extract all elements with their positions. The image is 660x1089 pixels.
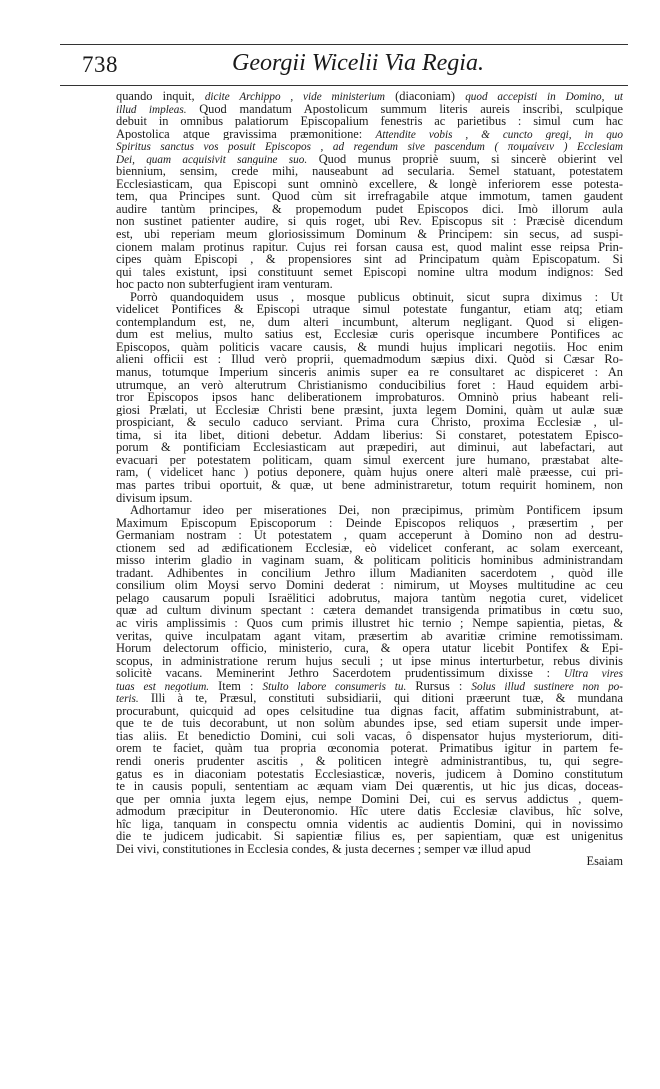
text-segment: Quod mandatum Apostolicum summum literis aureis inscribi, sculpique xyxy=(186,102,623,116)
text-segment: te in causis populi, sententiam ac æquam viam Dei quærentis, ut hic jus dicas, doceas- xyxy=(116,780,623,793)
text-line xyxy=(116,228,623,241)
text-segment: Apostolica atque gravissima præmonitione: xyxy=(116,127,376,141)
text-segment: Adhortamur ideo per miserationes Dei, non præcipimus, primùm Pontificem ipsum xyxy=(130,504,623,517)
text-line xyxy=(116,504,623,517)
text-line xyxy=(116,379,623,392)
text-segment: hoc pacto non subterfugient iram venturam. xyxy=(116,278,333,291)
text-line xyxy=(116,278,623,291)
text-line xyxy=(116,680,623,693)
text-segment: mas partes tribui oportuit, & quæ, ut bene administraretur, totum requirit hominem, non xyxy=(116,478,623,492)
text-line xyxy=(116,692,623,705)
text-segment: non sustinet patienter audire, si quis roget, ubi Rev. Episcopus sit : Præcisè dicendum xyxy=(116,215,623,229)
italic-quotation: Spiritus sanctus vos posuit Episcopos , ad regendum sive pascendum ( ποιμαίνειν ) Ecclesiam xyxy=(116,141,623,153)
text-segment: divisum ipsum. xyxy=(116,491,193,505)
text-line xyxy=(116,266,623,279)
text-line xyxy=(116,730,623,743)
text-line xyxy=(116,617,623,630)
text-segment: videlicet Pontifices & Episcopi utraque simul potestate fungantur, etiam atq; etiam xyxy=(116,303,623,316)
text-line xyxy=(116,592,623,605)
text-segment: Germaniam nostram : Ut potestatem , quam acceperunt à Domino non ad destru- xyxy=(116,529,623,542)
text-segment: ac viris amplissimis : Quos cum primis illustret hic ternio ; Nempe sapientia, pietas, & xyxy=(116,616,623,630)
text-line xyxy=(116,253,623,266)
text-segment: dum est melius, multo satius est, Ecclesiæ curis operisque incumbere Pontifices ac xyxy=(116,328,623,341)
text-line xyxy=(116,780,623,793)
text-line xyxy=(116,303,623,316)
italic-quotation: illud impleas. xyxy=(116,103,187,116)
italic-quotation: Attendite vobis , & cuncto gregi, in quo xyxy=(375,128,623,141)
text-segment: misso interim gladio in vaginam suam, & politicam politicis hominibus administrandam xyxy=(116,554,623,567)
text-line xyxy=(116,291,623,304)
text-line xyxy=(116,103,623,116)
text-line xyxy=(116,567,623,580)
text-line xyxy=(116,466,623,479)
text-line xyxy=(116,529,623,542)
text-segment: que te de tuis decorabunt, ut non solùm abundes ipse, sed etiam supersit unde imper- xyxy=(116,717,623,730)
text-line xyxy=(116,830,623,843)
text-line xyxy=(116,128,623,141)
text-segment: contemplandum est, ne, dum alteri incumbunt, alterum negligant. Quod si eligen- xyxy=(116,315,623,329)
text-segment: scopus, in administratione rerum hujus seculi ; ut ipse minus interturbetur, rebus divinis xyxy=(116,654,623,668)
text-segment: tradant. Adhibentes in concilium Jethro illum Madianiten sacerdotem , quòd ille xyxy=(116,566,623,580)
text-segment: tima, si ita libet, ditioni debetur. Addam liberius: Si constaret, potestatem Episco- xyxy=(116,428,623,442)
text-segment: qui tales existunt, ipsi constituunt semet Episcopi nomine ultra modum indignos: Sed xyxy=(116,265,623,279)
text-line xyxy=(116,655,623,668)
text-line xyxy=(116,855,623,868)
text-segment: evacuari per potestatem politicam, quam simul exercent jure humano, præstabat alte- xyxy=(116,453,623,467)
text-segment: est, ubi reperiam meum gloriosissimum Dominum & Principem: sin secus, ad suspi- xyxy=(116,228,623,241)
text-segment: cionem malam protinus rapitur. Cujus rei forsan causa est, quod malint esse reipsa Prin- xyxy=(116,240,623,254)
text-segment: (diaconiam) xyxy=(385,90,466,103)
text-line xyxy=(116,341,623,354)
italic-quotation: teris. xyxy=(116,693,139,705)
text-line xyxy=(116,755,623,768)
text-line xyxy=(116,579,623,592)
text-line xyxy=(116,203,623,216)
text-segment: Porrò quandoquidem usus , mosque publicus obtinuit, sicut supra diximus : Ut xyxy=(130,290,623,304)
text-line xyxy=(116,178,623,191)
text-segment: admodum præcipitur in Deuteronomio. Hîc utere datis Ecclesiæ clavibus, hîc solve, xyxy=(116,805,623,818)
italic-quotation: tuas est negotium. xyxy=(116,680,210,693)
text-line xyxy=(116,818,623,831)
text-segment: alieni officii est : Illud verò proprii, quemadmodum sæpius dixi. Quòd si Cæsar Ro- xyxy=(116,353,623,367)
page-number: 738 xyxy=(82,52,118,77)
text-line xyxy=(116,140,623,153)
header-rule-bottom xyxy=(60,85,628,86)
text-segment: ctionem sed ad ædificationem Ecclesiæ, eò videlicet conferant, ac solam exerceant, xyxy=(116,541,623,555)
text-segment: hîc liga, tanquam in conspectu omnia videntis ac audientis Domini, qui in novissimo xyxy=(116,817,623,831)
text-segment: solicitè vacans. Meminerint Jethro Sacerdotem prudentissimum dixisse : xyxy=(116,667,564,680)
text-line xyxy=(116,479,623,492)
text-line xyxy=(116,630,623,643)
text-segment: Item : xyxy=(209,679,263,693)
text-segment: Episcopos, quàm politicis vacare causis, & mundi hujus implicari negotiis. Hoc enim xyxy=(116,340,623,354)
text-segment: biennium, sensim, crede mihi, nauseabunt ad secularia. Semel statuant, potestatem xyxy=(116,165,623,178)
text-line xyxy=(116,241,623,254)
text-line xyxy=(116,441,623,454)
text-line xyxy=(116,404,623,417)
text-line xyxy=(116,328,623,341)
text-line xyxy=(116,215,623,228)
text-segment: giosi Prælati, ut Ecclesiæ Christi bene præsint, juxta legem Domini, quàm ut aulæ suæ xyxy=(116,403,623,417)
text-segment: quæ ad cultum divinum spectant : cætera demandet transigenda primatibus in cœtu suo, xyxy=(116,604,623,617)
text-segment: Dei vivi, constitutiones in Ecclesia condes, & justa decernes ; semper væ illud apud xyxy=(116,842,531,856)
text-segment: utrumque, an verò alterutrum Christianismo conducibilius foret : Haud equidem arbi- xyxy=(116,378,623,392)
body-text xyxy=(116,90,623,868)
text-segment: Illi à te, Præsul, constituti subsidiarii, qui ditioni præerunt tuæ, & mundana xyxy=(138,692,623,705)
text-line xyxy=(116,843,623,856)
text-line xyxy=(116,542,623,555)
text-segment: die te judicem judicabit. Si sapientiæ filius es, per sapientiam, quæ est unigenitus xyxy=(116,830,623,843)
running-title: Georgii Wicelii Via Regia. xyxy=(232,50,484,76)
italic-quotation: quod accepisti in Domino, ut xyxy=(465,91,623,103)
text-segment: Esaiam xyxy=(586,855,623,868)
text-line xyxy=(116,454,623,467)
text-segment: consilium olim Moysi servo Domini dederat : nimirum, ut Moyses multitudine ac ceu xyxy=(116,579,623,592)
header-rule-top xyxy=(60,44,628,45)
text-segment: rendi oneris prudenter ascitis , & politicen integrè administrantibus, tu, qui segre- xyxy=(116,754,623,768)
text-line xyxy=(116,742,623,755)
text-line xyxy=(116,429,623,442)
italic-quotation: Ultra vires xyxy=(563,668,623,680)
text-line xyxy=(116,366,623,379)
text-segment: ram, ( videlicet hanc ) potius deponere, quàm hujus onere alteri malè præesse, cui pri- xyxy=(116,466,623,479)
text-line xyxy=(116,705,623,718)
italic-quotation: dicite Archippo , vide ministerium xyxy=(204,91,385,103)
text-segment: Quod munus propriè suum, si sincerè obierint vel xyxy=(307,152,623,166)
text-segment: que per omnia juxta legem ejus, nempe Domini Dei, cui es servus addictus , quem- xyxy=(116,792,623,806)
italic-quotation: Solus illud sustinere non po- xyxy=(471,680,623,693)
text-segment: orem te faciet, quàm tua propria œconomia poterat. Primatibus igitur in partem fe- xyxy=(116,742,623,755)
text-segment: procurabunt, quicquid ad opes celsitudine tua dignas facit, affatim subministrabunt, at- xyxy=(116,704,623,718)
text-segment: prospiciant, & seculo caduco serviant. Prima cura Christo, proxima Ecclesiæ , ul- xyxy=(116,416,623,429)
text-line xyxy=(116,604,623,617)
text-line xyxy=(116,793,623,806)
text-segment: veritas, quive inculpatam agant vitam, præsertim ab avaritiæ crimine remotissimam. xyxy=(116,629,623,643)
text-segment: pelago causarum populi Israëlitici adobrutus, majora tantùm negotia curet, videlicet xyxy=(116,591,623,605)
text-line xyxy=(116,391,623,404)
italic-quotation: Dei, quam acquisivit sanguine suo. xyxy=(116,153,308,166)
text-segment: tias aliis. Et benedictio Domini, cui soli vacas, ô dispensator hujus mysteriorum, diti- xyxy=(116,729,623,743)
text-segment: Ecclesiasticam, qua Episcopi sunt omninò excellere, & longè inferiorem esse potesta- xyxy=(116,177,623,191)
text-line xyxy=(116,353,623,366)
text-segment: quando inquit, xyxy=(116,90,205,103)
text-segment: tror Episcopos ipsos hanc deliberationem improbaturos. Omninò prius habeant reli- xyxy=(116,391,623,404)
text-segment: Rursus : xyxy=(406,679,472,693)
text-line xyxy=(116,492,623,505)
text-segment: Horum delectorum officio, ministerio, cura, & opera utatur licebit Pontifex & Epi- xyxy=(116,642,623,655)
text-segment: manus, totumque Imperium sinceris animis super ea re consultaret ac dispiceret : An xyxy=(116,366,623,379)
text-line xyxy=(116,768,623,781)
text-line xyxy=(116,153,623,166)
text-segment: tem, qua Principes sunt. Quod cùm sit irrefragabile atque immotum, tamen gaudent xyxy=(116,190,623,203)
text-line xyxy=(116,517,623,530)
text-line xyxy=(116,805,623,818)
text-line xyxy=(116,165,623,178)
text-line xyxy=(116,642,623,655)
italic-quotation: Stulto labore consumeris tu. xyxy=(262,680,407,693)
text-segment: Maximum Episcopum Episcoporum : Deinde Episcopos reliquos , præsertim , per xyxy=(116,516,623,530)
text-segment: debuit in omnibus palatiorum Episcopalium fenestris ac parietibus : simul cum hac xyxy=(116,115,623,128)
text-segment: porum & pontificiam Ecclesiasticam aut præpediri, aut diminui, aut labefactari, aut xyxy=(116,441,623,454)
text-segment: cipes quàm Episcopi , & propensiores sint ad Principatum quàm Episcopatum. Si xyxy=(116,253,623,266)
text-line xyxy=(116,717,623,730)
text-line xyxy=(116,554,623,567)
text-line xyxy=(116,316,623,329)
text-line xyxy=(116,190,623,203)
text-line xyxy=(116,90,623,103)
text-line xyxy=(116,667,623,680)
text-line xyxy=(116,115,623,128)
text-segment: audire tantùm principes, & propemodum pudet Episcopos dici. Imò illorum aula xyxy=(116,202,623,216)
text-segment: gatus es in diaconiam potestatis Ecclesiasticæ, noveris, judicem à Domino constitutum xyxy=(116,767,623,781)
text-line xyxy=(116,416,623,429)
